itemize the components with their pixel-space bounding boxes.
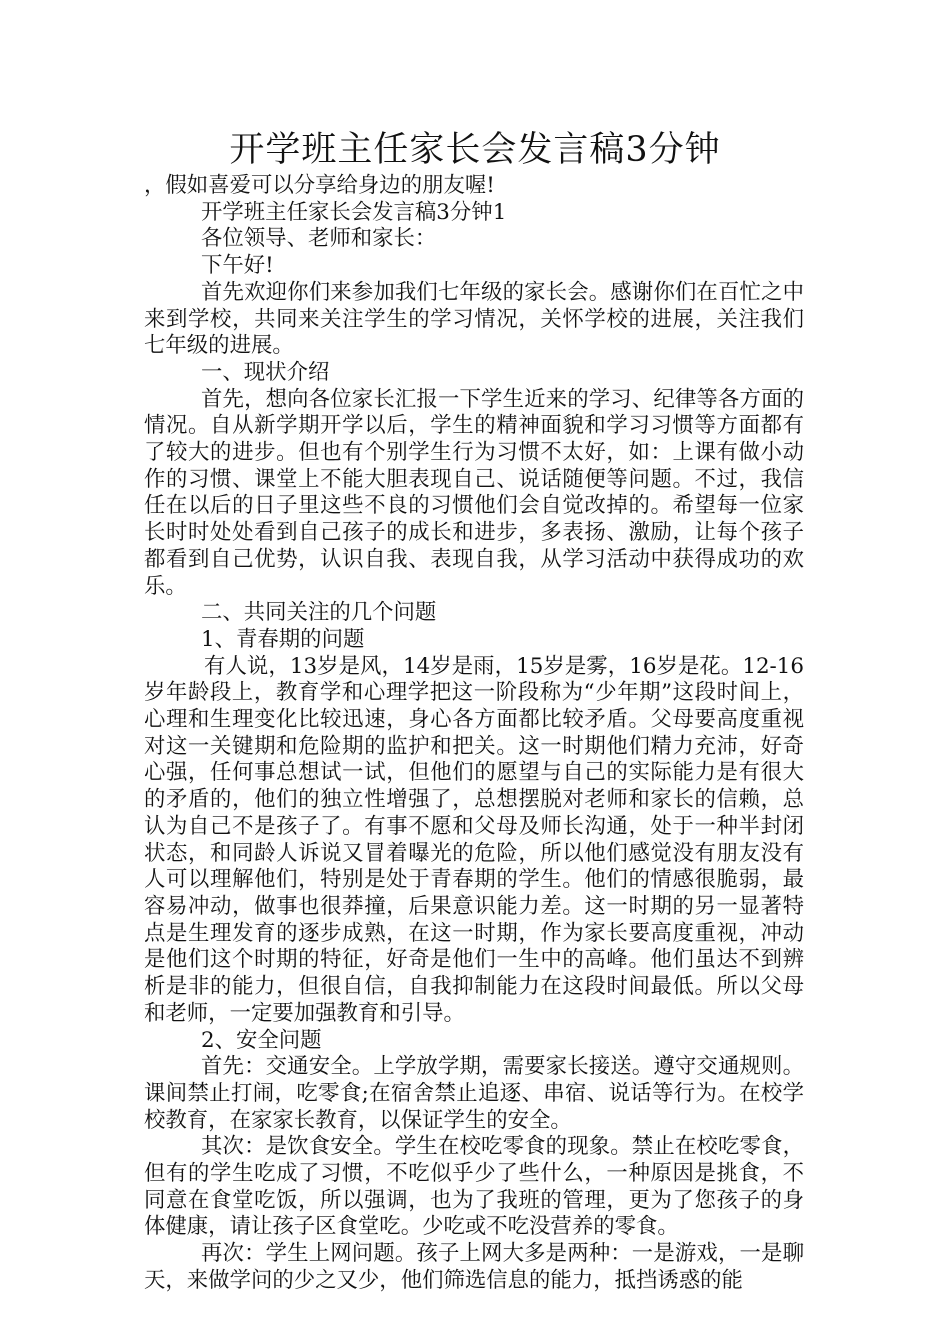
heading-status: 一、现状介绍 xyxy=(201,359,330,385)
paragraph-status: 首先，想向各位家长汇报一下学生近来的学习、纪律等各方面的情况。自从新学期开学以后，学生的精神面貌和学习习惯等方面都有了较大的进步。但也有个别学生行为习惯不太好，如：上课有做小动作的习惯、课堂上不能大胆表现自己、说话随便等问题。不过，我信任在以后的日子里这些不良的习惯他们会自觉改掉的。希望每一位家长时时处处看到自己孩子的成长和进步，多表扬、激励，让每个孩子都看到自己优势，认识自我、表现自我，从学习活动中获得成功的欢乐。 xyxy=(144,386,804,599)
heading-safety: 2、安全问题 xyxy=(201,1027,322,1053)
salutation: 各位领导、老师和家长： xyxy=(201,226,437,252)
paragraph-food: 其次：是饮食安全。学生在校吃零食的现象。禁止在校吃零食，但有的学生吃成了习惯，不吃似乎少了些什么，一种原因是挑食，不同意在食堂吃饭，所以强调，也为了我班的管理，更为了您孩子的身体健康，请让孩子区食堂吃。少吃或不吃没营养的零食。 xyxy=(144,1134,804,1240)
intro-note: ，假如喜爱可以分享给身边的朋友喔! xyxy=(144,173,495,198)
section-heading: 开学班主任家长会发言稿3分钟1 xyxy=(201,199,507,225)
paragraph-internet: 再次：学生上网问题。孩子上网大多是两种：一是游戏，一是聊天，来做学问的少之又少，他们筛选信息的能力，抵挡诱惑的能 xyxy=(144,1241,804,1293)
paragraph-puberty: 有人说，13岁是风，14岁是雨，15岁是雾，16岁是花。12-16岁年龄段上，教育学和心理学把这一阶段称为“少年期”这段时间上，心理和生理变化比较迅速，身心各方面都比较矛盾。父母要高度重视对这一关键期和危险期的监护和把关。这一时期他们精力充沛，好奇心强，任何事总想试一试，但他们的愿望与自己的实际能力是有很大的矛盾的，他们的独立性增强了，总想摆脱对老师和家长的信赖，总认为自己不是孩子了。有事不愿和父母及师长沟通，处于一种半封闭状态，和同龄人诉说又冒着曝光的危险，所以他们感觉没有朋友没有人可以理解他们，特别是处于青春期的学生。他们的情感很脆弱，最容易冲动，做事也很莽撞，后果意识能力差。这一时期的另一显著特点是生理发育的逐步成熟，在这一时期，作为家长要高度重视，冲动是他们这个时期的特征，好奇是他们一生中的高峰。他们虽达不到辨析是非的能力，但很自信，自我抑制能力在这段时间最低。所以父母和老师，一定要加强教育和引导。 xyxy=(144,653,804,1026)
document-title: 开学班主任家长会发言稿3分钟 xyxy=(229,130,721,170)
paragraph-traffic: 首先：交通安全。上学放学期，需要家长接送。遵守交通规则。课间禁止打闹，吃零食;在宿舍禁止追逐、串宿、说话等行为。在校学校教育，在家家长教育，以保证学生的安全。 xyxy=(144,1054,804,1133)
heading-issues: 二、共同关注的几个问题 xyxy=(201,600,437,626)
paragraph-welcome: 首先欢迎你们来参加我们七年级的家长会。感谢你们在百忙之中来到学校，共同来关注学生的学习情况，关怀学校的进展，关注我们七年级的进展。 xyxy=(144,279,804,359)
greeting: 下午好! xyxy=(201,253,274,279)
heading-puberty: 1、青春期的问题 xyxy=(201,626,365,652)
document-body xyxy=(144,173,804,1295)
